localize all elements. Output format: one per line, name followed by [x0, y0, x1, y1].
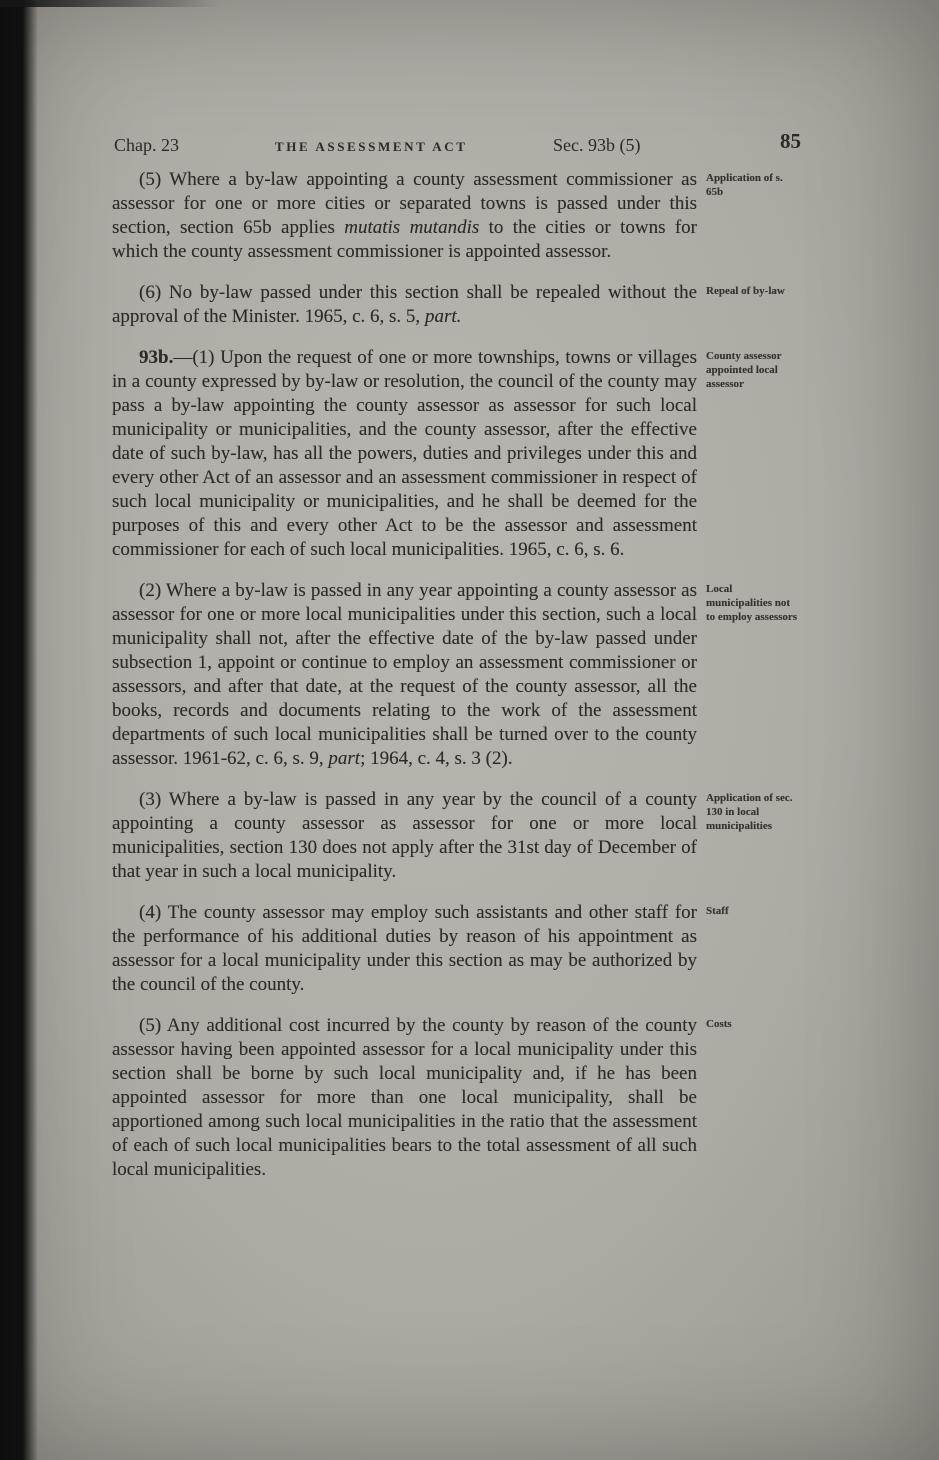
paragraph [112, 788, 824, 884]
book-binding-shadow [0, 0, 38, 1460]
text-run: (4) The county assessor may employ such assistants and other staff for the performance of his additional duties by reason of his appointment as assessor for a local municipality under this section as may be authorized by the council of the county. [112, 902, 697, 995]
text-run: to the cities or towns for which the county assessment commissioner is appointed assessor. [112, 217, 697, 262]
text-run: (5) Where a by-law appointing a county assessment commissioner as assessor for one or more cities or separated towns is passed under this section, section 65b applies [112, 169, 697, 238]
text-run: (2) Where a by-law is passed in any year appointing a county assessor as assessor for one or more local municipalities under this section, such a local municipality shall not, after the effective date of the by-law passed under subsection 1, appoint or continue to employ an assessment commissioner or assessors, and after that date, at the request of the county assessor, all the books, records and documents relating to the work of the assessment departments of such local municipalities shall be turned over to the county assessor. 1961-62, c. 6, s. 9, [112, 580, 697, 769]
chapter-label: Chap. 23 [114, 135, 179, 155]
margin-note: Repeal of by-law [706, 285, 785, 297]
text-run: ; 1964, c. 4, s. 3 (2). [360, 748, 513, 769]
paragraph-text [112, 1014, 697, 1182]
paragraph-text [112, 346, 697, 562]
text-run: 93b. [139, 347, 174, 368]
paragraph-text [112, 901, 697, 997]
text-run: part [328, 748, 361, 769]
text-run: —(1) Upon the request of one or more townships, towns or villages in a county expressed by by-law or resolution, the council of the county may pass a by-law appointing the county assessor as assessor for such local municipality or municipalities, and the county assessor, after the effective date of such by-law, has all the powers, duties and privileges under this and every other Act of an assessor and an assessment commissioner in respect of such local municipality or municipalities, and he shall be deemed for the purposes of this and every other Act to be the assessor and assessment commissioner for each of such local municipalities. 1965, c. 6, s. 6. [112, 347, 697, 560]
text-run: part. [424, 306, 462, 327]
margin-note: Costs [706, 1018, 732, 1030]
page-content [112, 128, 824, 1199]
paragraph-text [112, 788, 697, 884]
paragraph [112, 281, 824, 329]
paragraph [112, 579, 824, 771]
margin-note: Application of sec. 130 in local municipalities [706, 792, 793, 833]
page-header [112, 128, 824, 168]
paragraph [112, 901, 824, 997]
text-run: mutatis mutandis [344, 217, 480, 238]
paragraph [112, 168, 824, 264]
scan-top-edge [0, 0, 220, 7]
act-title: THE ASSESSMENT ACT [275, 139, 468, 154]
page-number: 85 [780, 129, 801, 153]
paragraph-text [112, 168, 697, 264]
margin-note: County assessor appointed local assessor [706, 350, 782, 391]
text-run: (5) Any additional cost incurred by the county by reason of the county assessor having been appointed assessor for a local municipality under this section shall be borne by such local municipality and, if he has been appointed assessor for more than one local municipality, shall be apportioned among such local municipalities in the ratio that the assessment of each of such local municipalities bears to the total assessment of all such local municipalities. [112, 1015, 697, 1180]
margin-note: Local municipalities not to employ assessors [706, 583, 798, 624]
paragraph-list [112, 168, 824, 1182]
margin-note: Staff [706, 905, 729, 917]
paragraph-text [112, 579, 697, 771]
paragraph [112, 1014, 824, 1182]
paragraph [112, 346, 824, 562]
text-run: (6) No by-law passed under this section shall be repealed without the approval of the Minister. 1965, c. 6, s. 5, [112, 282, 697, 327]
section-label: Sec. 93b (5) [553, 135, 641, 155]
margin-note: Application of s. 65b [706, 172, 783, 199]
text-run: (3) Where a by-law is passed in any year by the council of a county appointing a county assessor as assessor for one or more local municipalities, section 130 does not apply after the 31st day of December of that year in such a local municipality. [112, 789, 697, 882]
paragraph-text [112, 281, 697, 329]
